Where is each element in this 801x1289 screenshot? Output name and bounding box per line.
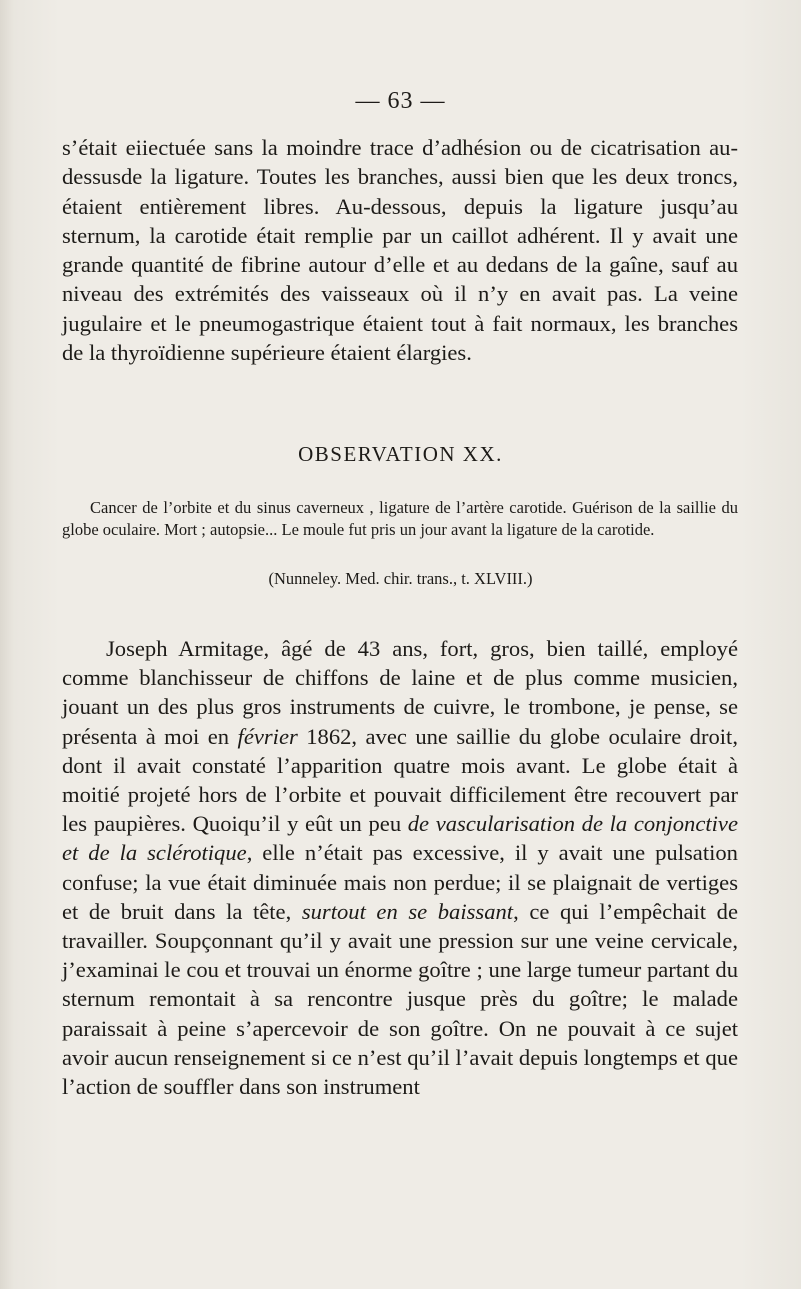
page-number: — 63 — xyxy=(355,88,446,114)
continued-paragraph-text: s’était eiiectuée sans la moindre trace d’adhésion ou de cicatrisation au-dessusde la ligature. Toutes les branches, aussi bien que les deux troncs, étaient entièrement libres. Au-dessous, depuis la ligature jusqu’au sternum, la carotide était remplie par un caillot adhérent. Il y avait une grande quantité de fibrine autour d’elle et au dedans de la gaîne, sauf au niveau des extrémités des vaisseaux où il n’y en avait pas. La veine jugulaire et le pneumogastrique étaient tout à fait normaux, les branches de la thyroïdienne supérieure étaient élargies. xyxy=(62,135,738,366)
case-text-part-4: , ce qui l’empêchait de travailler. Soupçonnant qu’il y avait une pression sur une veine cervicale, j’examinai le cou et trouvai un énorme goître ; une large tumeur partant du sternum remontait à sa rencontre jusque près du goître; le malade paraissait à peine s’apercevoir de son goître. On ne pouvait à ce sujet avoir aucun renseignement si ce n’est qu’il l’avait depuis longtemps et que l’action de souffler dans son instrument xyxy=(62,898,738,1100)
case-text-part-1: Joseph Armitage, âgé de 43 ans, fort, gros, bien taillé, employé comme blanchisseur de chiffons de laine et de plus comme musicien, jouant un des plus gros instruments de cuivre, le trombone, je pense, se présenta à moi en xyxy=(62,636,738,749)
case-paragraph xyxy=(62,634,738,1101)
observation-source: (Nunneley. Med. chir. trans., t. XLVIII.) xyxy=(268,569,533,588)
case-paragraph-text xyxy=(62,634,738,1101)
observation-summary-text: Cancer de l’orbite et du sinus caverneux , ligature de l’artère carotide. Guérison de la saillie du globe oculaire. Mort ; autopsie... Le moule fut pris un jour avant la ligature de la carotide. xyxy=(62,498,738,539)
observation-summary xyxy=(62,497,738,541)
case-italic-month: février xyxy=(237,723,298,749)
continued-paragraph xyxy=(62,133,738,367)
case-text-part-3: , elle n’était pas excessive, il y avait une pulsation confuse; la vue était diminuée mais non perdue; il se plaignait de vertiges et de bruit dans la tête, xyxy=(62,840,738,924)
case-italic-surtout: surtout en se baissant xyxy=(301,898,514,924)
observation-title: OBSERVATION XX. xyxy=(298,442,503,466)
case-text-part-2: 1862, avec une saillie du globe oculaire droit, dont il avait constaté l’apparition quatre mois avant. Le globe était à moitié projeté hors de l’orbite et pouvait difficilement être recouvert par les paupières. Quoiqu’il y eût un peu xyxy=(62,723,738,837)
case-italic-vascularisation: de vascularisation de la conjonctive et de la sclérotique xyxy=(62,811,738,866)
